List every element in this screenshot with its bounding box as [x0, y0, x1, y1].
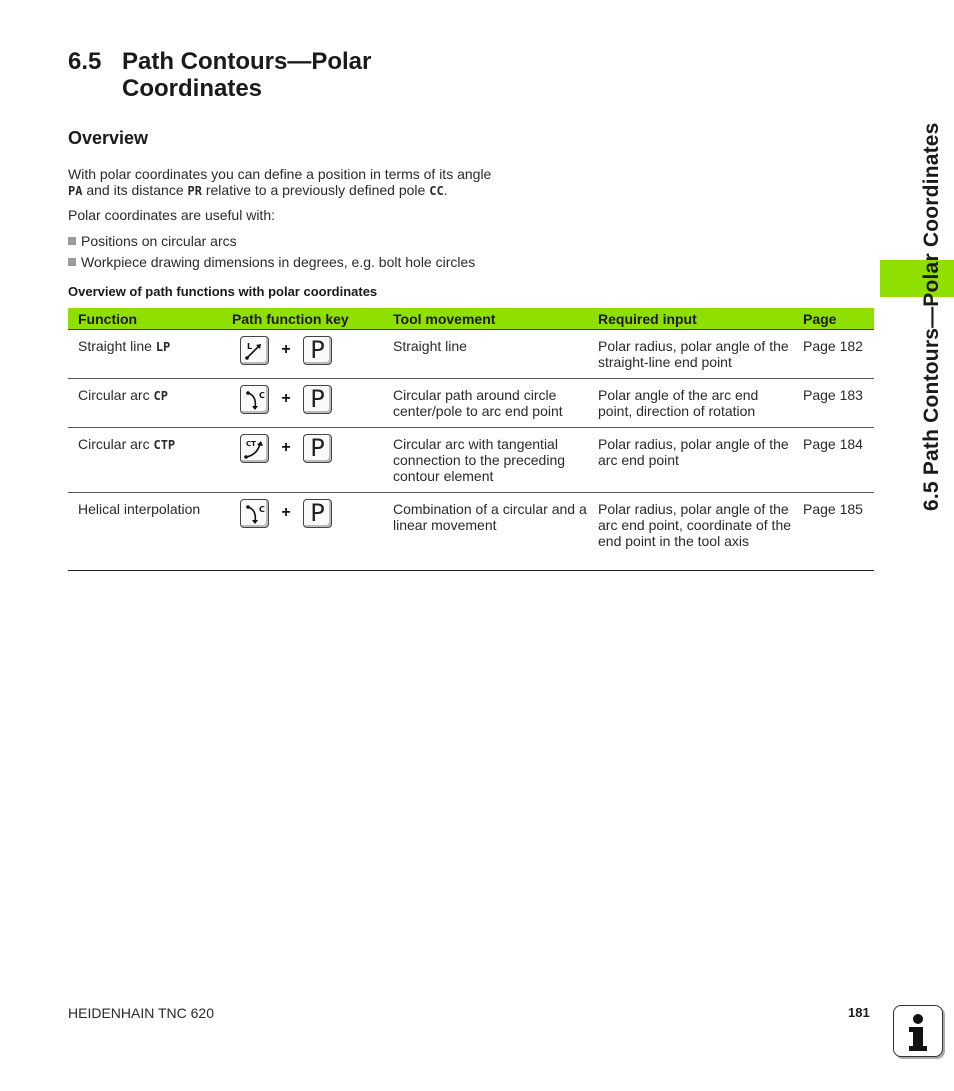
title-line-1: Path Contours—Polar: [122, 48, 372, 75]
path-function-key-cell: [222, 493, 383, 571]
table-caption: Overview of path functions with polar coordinates: [68, 284, 378, 299]
tool-movement-cell: Circular path around circle center/pole to arc end point: [383, 379, 588, 428]
required-input-cell: Polar angle of the arc end point, direction of rotation: [588, 379, 793, 428]
tangential-arc-key-icon: [240, 434, 269, 463]
header-page: Page: [793, 308, 874, 330]
table-row: [68, 428, 874, 493]
bullet-item: Positions on circular arcs: [68, 233, 237, 249]
circular-arc-key-icon: [240, 499, 269, 528]
header-required-input: Required input: [588, 308, 793, 330]
section-number: 6.5: [68, 48, 102, 75]
plus-sign: +: [281, 341, 291, 358]
circular-arc-key-icon: [240, 385, 269, 414]
plus-sign: +: [281, 504, 291, 521]
straight-line-key-icon: [240, 336, 269, 365]
footer-manual-name: HEIDENHAIN TNC 620: [68, 1005, 215, 1021]
table-row: [68, 493, 874, 571]
svg-text:L: L: [247, 341, 253, 351]
header-tool-movement: Tool movement: [383, 308, 588, 330]
path-function-key-cell: [222, 428, 383, 493]
svg-text:C: C: [259, 390, 265, 400]
footer-page-number: 181: [848, 1005, 870, 1020]
function-code: LP: [155, 340, 171, 354]
header-path-function-key: Path function key: [222, 308, 383, 330]
p-key-icon: P: [303, 499, 332, 528]
bullet-square-icon: [68, 237, 76, 245]
p-key-icon: P: [303, 336, 332, 365]
page-cell: Page 182: [793, 330, 874, 379]
required-input-cell: Polar radius, polar angle of the arc end point: [588, 428, 793, 493]
useful-with-text: Polar coordinates are useful with:: [68, 207, 275, 223]
table-header-row: [68, 308, 874, 330]
function-code: CTP: [153, 438, 176, 452]
p-key-icon: P: [303, 434, 332, 463]
code-pa: PA: [68, 184, 83, 198]
p-key-icon: P: [303, 385, 332, 414]
path-function-key-cell: [222, 330, 383, 379]
function-cell: Helical interpolation: [68, 493, 222, 571]
bullet-square-icon: [68, 258, 76, 266]
table-row: [68, 330, 874, 379]
page-cell: Page 184: [793, 428, 874, 493]
function-cell: Circular arc CP: [68, 379, 222, 428]
page-cell: Page 183: [793, 379, 874, 428]
intro-paragraph: With polar coordinates you can define a position in terms of its angle PA and its distance PR relative to a previously defined pole CC.: [68, 166, 492, 198]
header-function: Function: [68, 308, 222, 330]
table-row: [68, 379, 874, 428]
page-title: [68, 48, 371, 102]
plus-sign: +: [281, 439, 291, 456]
required-input-cell: Polar radius, polar angle of the straight-line end point: [588, 330, 793, 379]
side-section-title: 6.5 Path Contours—Polar Coordinates: [920, 122, 943, 511]
tool-movement-cell: Straight line: [383, 330, 588, 379]
info-icon: [893, 1005, 943, 1057]
function-cell: Circular arc CTP: [68, 428, 222, 493]
tool-movement-cell: Combination of a circular and a linear movement: [383, 493, 588, 571]
code-cc: CC: [429, 184, 444, 198]
title-line-2: Coordinates: [122, 75, 263, 102]
required-input-cell: Polar radius, polar angle of the arc end point, coordinate of the end point in the tool axis: [588, 493, 793, 571]
code-pr: PR: [187, 184, 202, 198]
function-cell: Straight line LP: [68, 330, 222, 379]
bullet-item: Workpiece drawing dimensions in degrees, e.g. bolt hole circles: [68, 254, 475, 270]
page-cell: Page 185: [793, 493, 874, 571]
plus-sign: +: [281, 390, 291, 407]
svg-text:CT: CT: [246, 439, 256, 448]
tool-movement-cell: Circular arc with tangential connection to the preceding contour element: [383, 428, 588, 493]
function-code: CP: [153, 389, 168, 403]
path-functions-table: [68, 308, 874, 571]
overview-heading: Overview: [68, 128, 149, 148]
path-function-key-cell: [222, 379, 383, 428]
svg-text:C: C: [259, 504, 265, 514]
